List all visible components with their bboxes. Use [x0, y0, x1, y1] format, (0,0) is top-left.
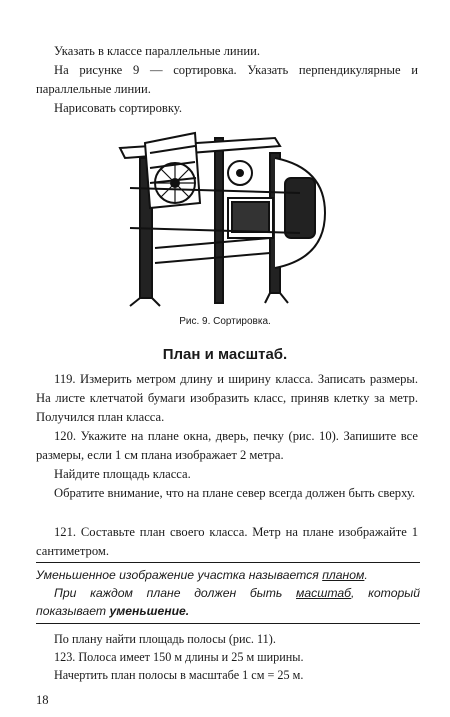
exercise-121: 121. Составьте план своего класса. Метр на плане изображайте 1 сантиметром.: [36, 525, 418, 558]
definition-text: Уменьшенное изображение участка называется: [36, 568, 323, 582]
text-paragraph: На рисунке 9 — сортировка. Указать перпендикулярные и параллельные линии.: [36, 63, 418, 96]
exercise-120: 120. Укажите на плане окна, дверь, печку (рис. 10). Запишите все размеры, если 1 см плана изображает 2 метра.: [36, 429, 418, 462]
text-line: Указать в классе параллельные линии.: [54, 44, 260, 58]
term-plan: планом: [322, 568, 365, 582]
exercise-120-area: Найдите площадь класса.: [54, 467, 191, 481]
definition-emphasis: уменьшение.: [109, 604, 190, 618]
exercise-120-note: Обратите внимание, что на плане север всегда должен быть сверху.: [54, 486, 416, 500]
definition-text: При каждом плане должен быть: [54, 586, 297, 600]
rule-top-line: [36, 562, 420, 563]
sorting-machine-illustration: [100, 118, 340, 308]
section-title: План и масштаб.: [162, 346, 288, 363]
definition-text: .: [364, 568, 368, 582]
figure-caption: Рис. 9. Сортировка.: [179, 316, 271, 327]
text-line: Нарисовать сортировку.: [54, 101, 182, 115]
definition-box: [36, 566, 420, 620]
definition-line-1: [36, 566, 420, 584]
exercise-123: 123. Полоса имеет 150 м длины и 25 м ширины.: [54, 650, 304, 664]
term-scale: масштаб: [296, 586, 352, 600]
text-line: Начертить план полосы в масштабе 1 см = 25 м.: [54, 668, 304, 682]
definition-line-2: [36, 584, 420, 620]
text-line: По плану найти площадь полосы (рис. 11).: [54, 632, 276, 646]
definition-text: , который показывает: [36, 586, 420, 618]
exercise-119: 119. Измерить метром длину и ширину класса. Записать размеры. На листе клетчатой бумаги изобразить класс, приняв клетку за метр. Получился план класса.: [36, 372, 418, 424]
page-number: 18: [36, 693, 49, 707]
rule-bottom-line: [36, 623, 420, 624]
